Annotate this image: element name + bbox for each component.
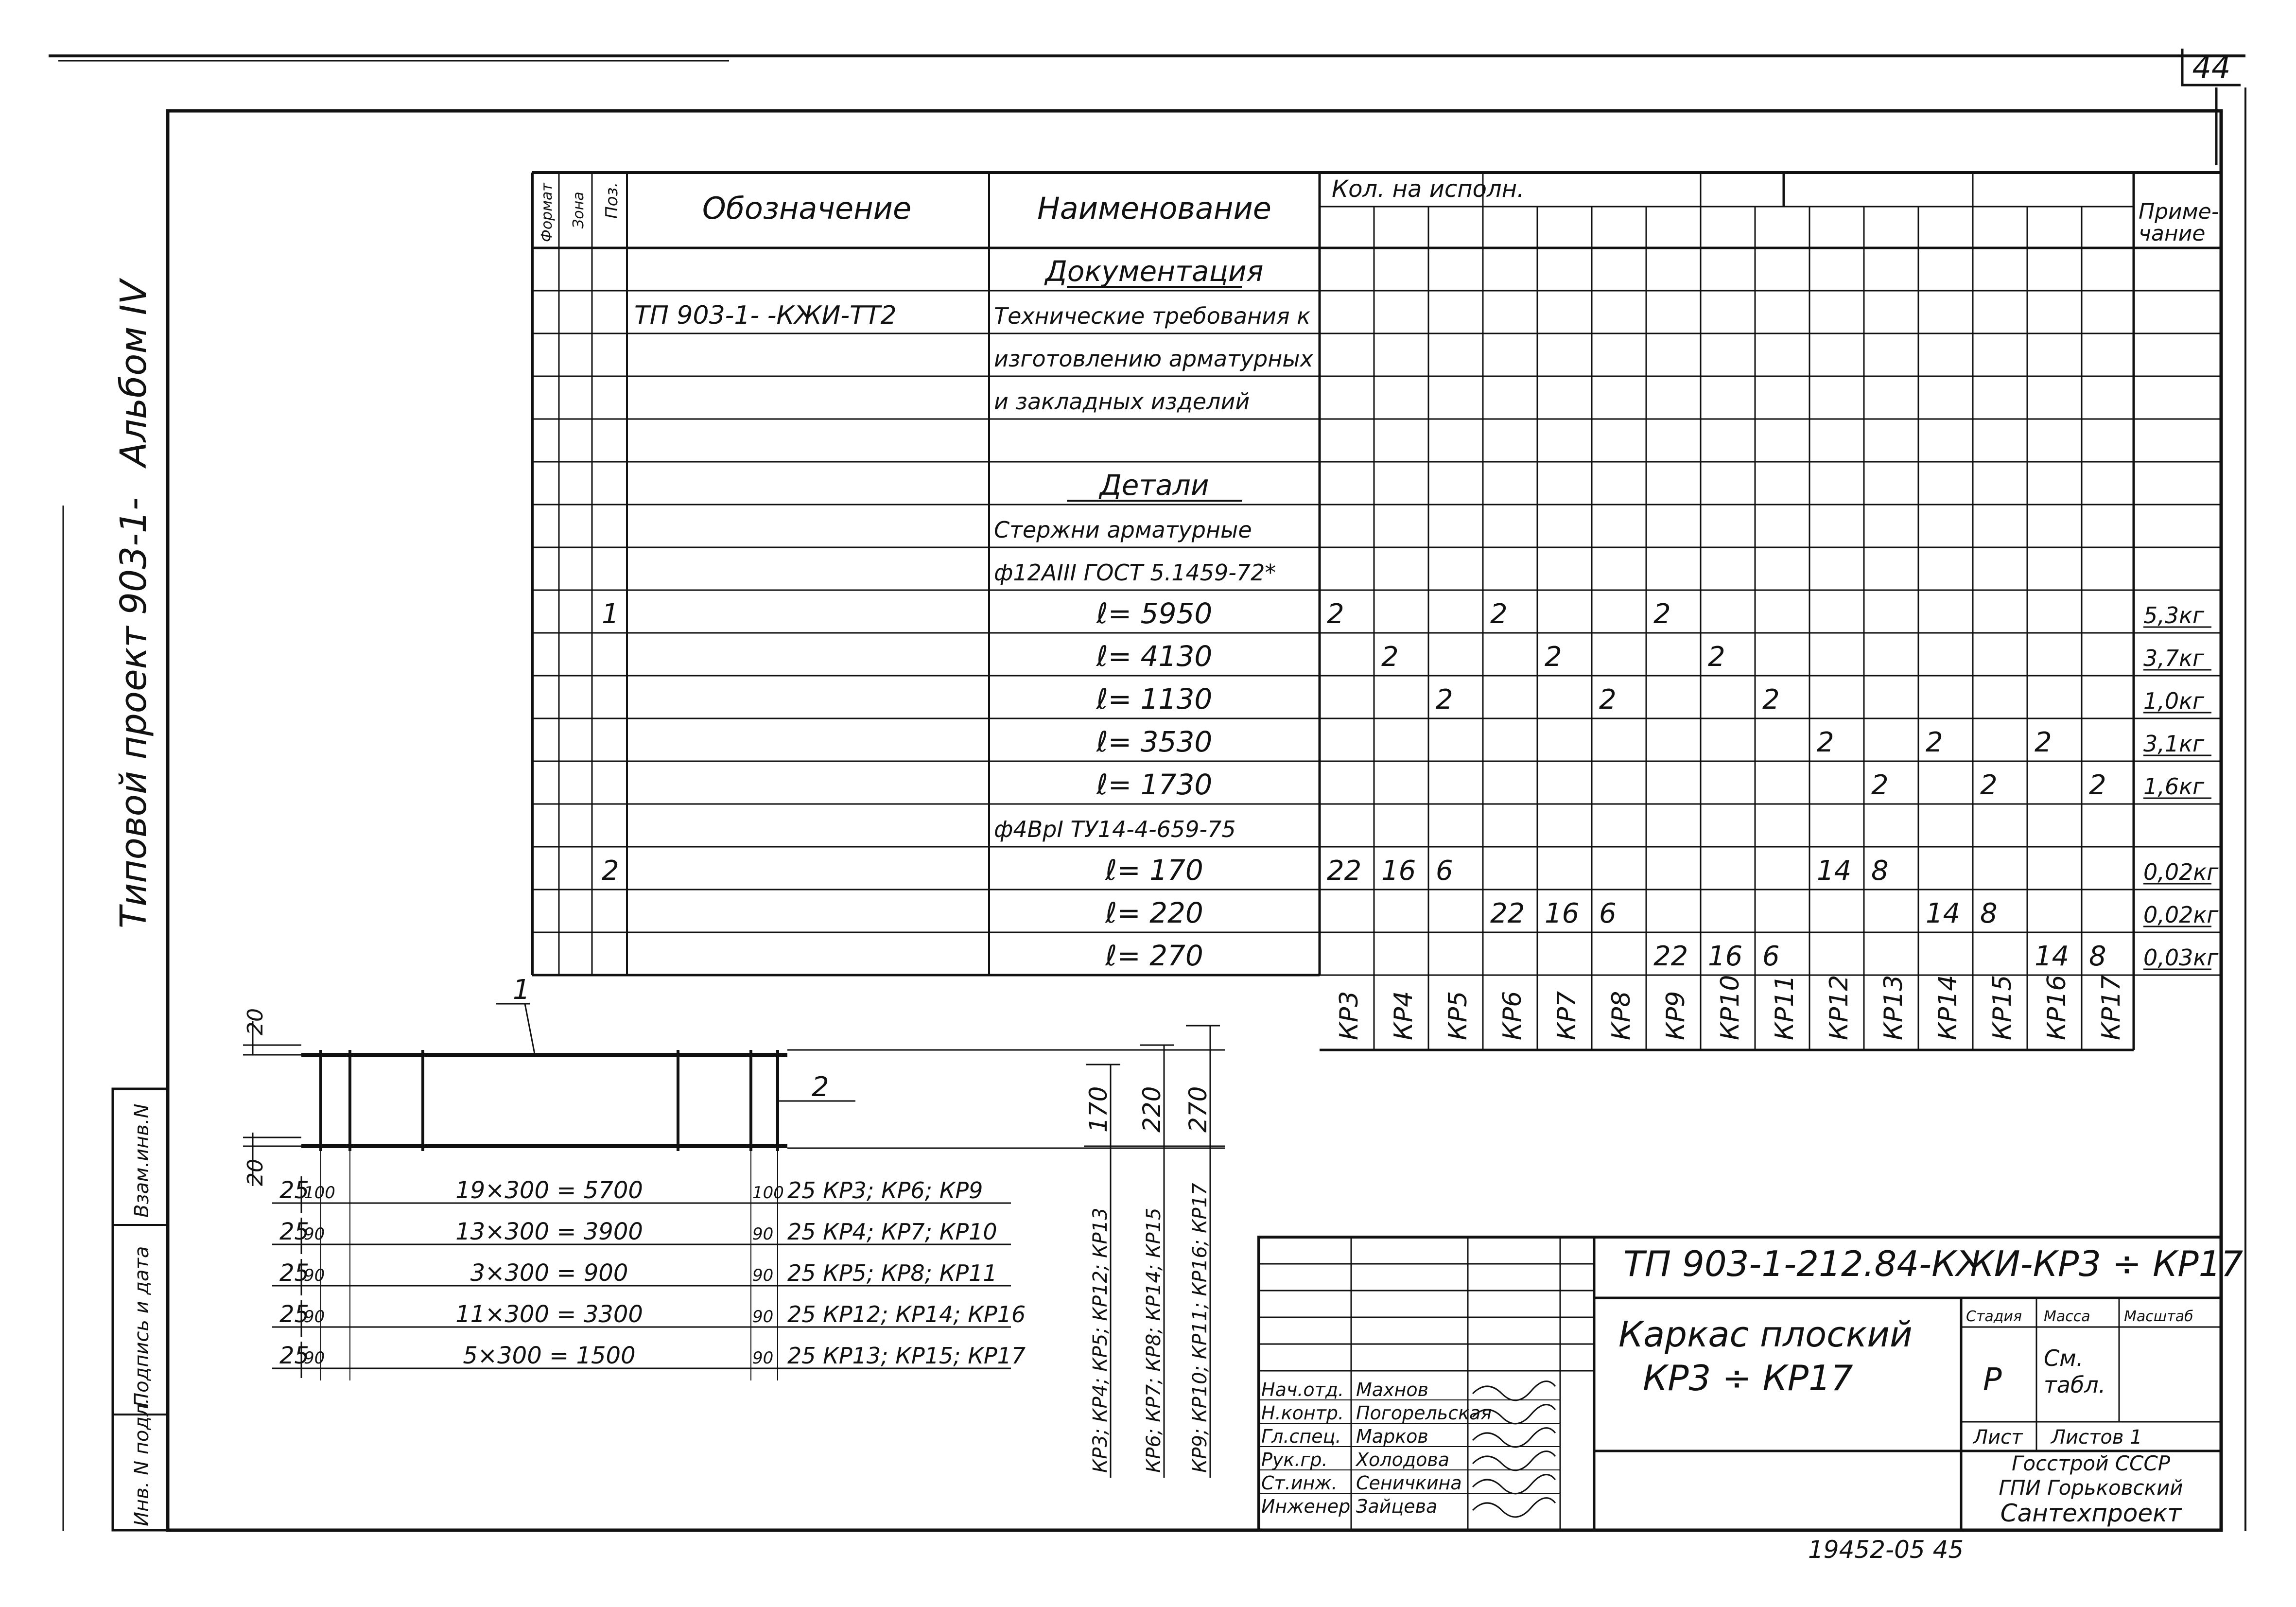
dim-step: 90 (304, 1224, 325, 1244)
signer-role: Гл.спец. (1261, 1426, 1341, 1447)
signer-role: Нач.отд. (1261, 1379, 1344, 1400)
signer-name: Марков (1356, 1426, 1428, 1447)
height-value: 270 (1184, 1086, 1212, 1133)
dim-main: 3×300 = 900 (470, 1259, 628, 1287)
qty-cell: 8 (2089, 941, 2106, 972)
qty-cell: 8 (1980, 898, 1998, 929)
variant-label: КР5 (1444, 991, 1473, 1040)
signature-scribble (1473, 1428, 1555, 1447)
variant-label: КР11 (1770, 975, 1799, 1040)
qty-cell: 2 (2089, 769, 2106, 801)
qty-cell: 22 (1490, 898, 1525, 929)
row-name: и закладных изделий (994, 388, 1250, 415)
dim-label: 25 КР13; КР15; КР17 (787, 1343, 1026, 1369)
dim-left: 25 (279, 1218, 310, 1245)
signature-scribble (1473, 1475, 1555, 1494)
row-name: Документация (1045, 255, 1264, 288)
signature-scribble (1473, 1498, 1555, 1517)
row-designation: ТП 903-1- -КЖИ-ТТ2 (634, 301, 897, 330)
height-value: 220 (1138, 1086, 1166, 1133)
stamp-inv: Инв. N подл. (131, 1397, 153, 1526)
signer-role: Н.контр. (1261, 1402, 1344, 1424)
qty-cell: 16 (1708, 941, 1743, 972)
qty-cell: 2 (1545, 641, 1562, 673)
pos2-label: 2 (812, 1071, 829, 1103)
qty-cell: 2 (1817, 727, 1834, 758)
variant-label: КР6 (1498, 991, 1527, 1040)
qty-cell: 6 (1762, 941, 1780, 972)
header-note: чание (2139, 221, 2206, 246)
row-name: ℓ= 4130 (1096, 640, 1213, 673)
qty-cell: 2 (1490, 598, 1508, 630)
org-3: Сантехпроект (2000, 1499, 2182, 1527)
dim-left: 25 (279, 1342, 310, 1369)
qty-cell: 2 (1762, 684, 1780, 716)
signer-role: Инженер (1261, 1496, 1351, 1517)
mass-value (2044, 1345, 2105, 1398)
qty-cell: 2 (1871, 769, 1889, 801)
row-note: 3,7кг (2143, 645, 2205, 671)
rebar-cage-drawing (243, 974, 1225, 1478)
doc-title-1: Каркас плоский (1618, 1314, 1913, 1355)
qty-cell: 6 (1436, 855, 1453, 887)
qty-cell: 14 (1817, 855, 1852, 887)
row-name: Стержни арматурные (994, 517, 1252, 543)
dim-20-bottom: 20 (243, 1159, 268, 1186)
header-designation: Обозначение (702, 191, 912, 226)
header-qty: Кол. на исполн. (1332, 175, 1525, 203)
signature-scribble (1473, 1381, 1555, 1400)
sheets-label: Листов 1 (2051, 1426, 2142, 1449)
qty-cell: 8 (1871, 855, 1889, 887)
dim-left: 25 (279, 1259, 310, 1287)
row-name: ℓ= 3530 (1096, 725, 1213, 758)
signer-name: Зайцева (1356, 1496, 1438, 1517)
qty-cell: 2 (1327, 598, 1344, 630)
bottom-number: 19452-05 45 (1808, 1536, 1964, 1564)
mass-line: табл. (2044, 1372, 2106, 1398)
doc-title-2: КР3 ÷ КР17 (1643, 1358, 1853, 1398)
signature-scribble (1473, 1451, 1555, 1470)
variant-label: КР16 (2042, 975, 2071, 1040)
variant-label: КР3 (1335, 991, 1364, 1040)
signer-name: Холодова (1356, 1449, 1450, 1470)
variant-label: КР15 (1988, 975, 2017, 1040)
signer-role: Ст.инж. (1261, 1472, 1338, 1494)
dim-main: 13×300 = 3900 (455, 1218, 643, 1245)
row-note: 1,0кг (2143, 688, 2205, 714)
stage-label: Стадия (1966, 1308, 2022, 1325)
dim-main: 11×300 = 3300 (455, 1301, 643, 1328)
qty-cell: 2 (1599, 684, 1617, 716)
qty-cell: 22 (1327, 855, 1362, 887)
row-name: ф4ВрI ТУ14-4-659-75 (994, 816, 1236, 842)
qty-cell: 2 (2035, 727, 2052, 758)
row-name: Детали (1099, 469, 1209, 502)
qty-cell: 6 (1599, 898, 1617, 929)
row-note: 0,02кг (2143, 859, 2219, 885)
variant-label: КР8 (1607, 991, 1636, 1040)
qty-cell: 2 (1653, 598, 1671, 630)
row-name: ℓ= 220 (1105, 896, 1203, 929)
dim-right: 90 (752, 1348, 774, 1368)
row-name: ℓ= 1730 (1096, 768, 1213, 801)
variant-label: КР17 (2097, 975, 2126, 1040)
signer-role: Рук.гр. (1261, 1449, 1328, 1470)
dim-20-top: 20 (243, 1008, 268, 1035)
variant-label: КР10 (1716, 975, 1745, 1040)
row-note: 5,3кг (2143, 602, 2205, 629)
qty-cell: 22 (1653, 941, 1688, 972)
header-pos: Поз. (602, 182, 622, 219)
sheet-label: Лист (1973, 1426, 2023, 1449)
dim-main: 5×300 = 1500 (463, 1342, 636, 1369)
variant-label: КР14 (1933, 975, 1963, 1040)
qty-cell: 2 (1926, 727, 1943, 758)
dim-step: 100 (304, 1183, 335, 1203)
height-variants: КР3; КР4; КР5; КР12; КР13 (1089, 1207, 1112, 1473)
qty-cell: 14 (1926, 898, 1961, 929)
height-dimensions (1084, 1026, 1225, 1478)
variant-label: КР9 (1661, 991, 1690, 1040)
row-name: Технические требования к (994, 303, 1311, 329)
signer-name: Махнов (1356, 1379, 1429, 1400)
dimension-rows (272, 1176, 1026, 1378)
stage-value: Р (1983, 1362, 2002, 1398)
row-pos: 2 (602, 855, 619, 887)
qty-cell: 2 (1436, 684, 1453, 716)
mass-label: Масса (2044, 1308, 2090, 1325)
row-name: ℓ= 1130 (1096, 682, 1213, 716)
row-name: ℓ= 170 (1105, 854, 1203, 887)
header-zone: Зона (570, 192, 587, 228)
height-value: 170 (1084, 1086, 1113, 1133)
side-album: Альбом IV (113, 279, 155, 467)
row-name: изготовлению арматурных (994, 346, 1313, 372)
page-number: 44 (2192, 50, 2231, 85)
row-note: 0,02кг (2143, 902, 2219, 928)
dim-label: 25 КР4; КР7; КР10 (787, 1219, 997, 1245)
row-name: ф12АIII ГОСТ 5.1459-72* (994, 559, 1276, 586)
dim-step: 90 (304, 1307, 325, 1327)
height-variants: КР9; КР10; КР11; КР16; КР17 (1189, 1183, 1211, 1473)
signer-name: Сеничкина (1356, 1472, 1462, 1494)
row-note: 0,03кг (2143, 944, 2219, 971)
qty-cell: 2 (1381, 641, 1399, 673)
specification-table (532, 173, 2221, 1050)
dim-right: 90 (752, 1224, 774, 1244)
dim-right: 100 (752, 1183, 784, 1203)
header-name: Наименование (1037, 191, 1271, 226)
pos1-label: 1 (513, 974, 530, 1006)
stamp-sign-date: Подпись и дата (131, 1246, 153, 1407)
dim-label: 25 КР3; КР6; КР9 (787, 1177, 983, 1204)
height-variants: КР6; КР7; КР8; КР14; КР15 (1143, 1207, 1165, 1473)
title-block (1259, 1237, 2243, 1530)
row-name: ℓ= 5950 (1096, 597, 1213, 630)
signer-name: Погорельская (1356, 1402, 1492, 1424)
dim-label: 25 КР12; КР14; КР16 (787, 1301, 1026, 1328)
row-note: 1,6кг (2143, 773, 2205, 800)
side-project: Типовой проект 903-1- (113, 497, 155, 928)
page-number-box (2182, 49, 2241, 85)
side-title (113, 278, 155, 928)
stamp-replace: Взам.инв.N (131, 1103, 153, 1218)
qty-cell: 2 (1708, 641, 1725, 673)
mass-line: См. (2044, 1345, 2084, 1371)
variant-label: КР7 (1552, 991, 1582, 1040)
header-note: Приме- (2139, 199, 2219, 224)
scale-label: Масштаб (2124, 1308, 2193, 1325)
org-1: Госстрой СССР (2011, 1451, 2171, 1475)
variant-label: КР12 (1825, 975, 1854, 1040)
dim-left: 25 (279, 1177, 310, 1204)
row-pos: 1 (602, 598, 619, 630)
doc-code: ТП 903-1-212.84-КЖИ-КР3 ÷ КР17 (1623, 1243, 2244, 1284)
variant-label: КР13 (1879, 975, 1908, 1040)
dim-left: 25 (279, 1301, 310, 1328)
dim-step: 90 (304, 1266, 325, 1285)
side-stamp (113, 1089, 168, 1530)
dim-right: 90 (752, 1307, 774, 1327)
row-name: ℓ= 270 (1105, 939, 1203, 972)
signature-rows (1259, 1379, 1560, 1517)
variant-label: КР4 (1389, 991, 1418, 1040)
qty-cell: 16 (1545, 898, 1580, 929)
dim-label: 25 КР5; КР8; КР11 (787, 1260, 997, 1286)
dim-right: 90 (752, 1266, 774, 1285)
dim-step: 90 (304, 1348, 325, 1368)
org-2: ГПИ Горьковский (1999, 1476, 2183, 1500)
dim-main: 19×300 = 5700 (455, 1177, 643, 1204)
header-format: Формат (539, 183, 556, 242)
row-note: 3,1кг (2143, 731, 2205, 757)
qty-cell: 14 (2035, 941, 2070, 972)
qty-cell: 2 (1980, 769, 1998, 801)
qty-cell: 16 (1381, 855, 1416, 887)
